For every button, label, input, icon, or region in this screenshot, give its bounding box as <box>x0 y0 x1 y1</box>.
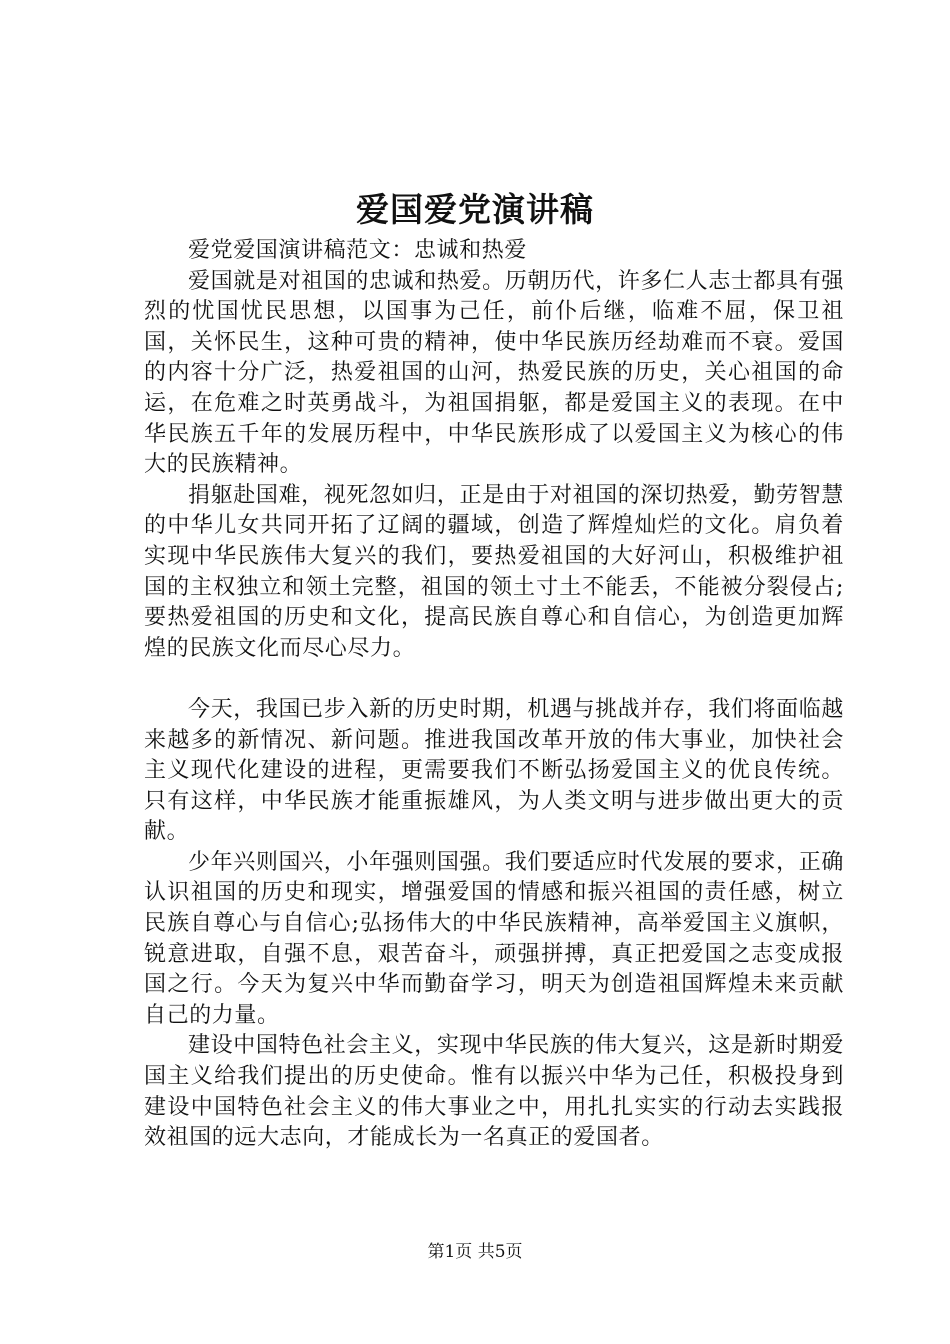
page-footer: 第1页 共5页 <box>427 1242 523 1262</box>
document-body <box>144 236 844 1154</box>
body-paragraph-5: 建设中国特色社会主义，实现中华民族的伟大复兴，这是新时期爱国主义给我们提出的历史使命。惟有以振兴中华为己任，积极投身到建设中国特色社会主义的伟大事业之中，用扎扎实实的行动去实践报效祖国的远大志向，才能成长为一名真正的爱国者。 <box>144 1033 844 1151</box>
subtitle-paragraph: 爱党爱国演讲稿范文：忠诚和热爱 <box>188 238 528 263</box>
body-paragraph-4: 少年兴则国兴，小年强则国强。我们要适应时代发展的要求，正确认识祖国的历史和现实，增强爱国的情感和振兴祖国的责任感，树立民族自尊心与自信心;弘扬伟大的中华民族精神，高举爱国主义旗帜，锐意进取，自强不息，艰苦奋斗，顽强拼搏，真正把爱国之志变成报国之行。今天为复兴中华而勤奋学习，明天为创造祖国辉煌未来贡献自己的力量。 <box>144 849 844 1028</box>
body-paragraph-3: 今天，我国已步入新的历史时期，机遇与挑战并存，我们将面临越来越多的新情况、新问题。推进我国改革开放的伟大事业，加快社会主义现代化建设的进程，更需要我们不断弘扬爱国主义的优良传统。只有这样，中华民族才能重振雄风，为人类文明与进步做出更大的贡献。 <box>144 696 844 845</box>
document-title: 爱国爱党演讲稿 <box>356 190 594 229</box>
body-paragraph-1: 爱国就是对祖国的忠诚和热爱。历朝历代，许多仁人志士都具有强烈的忧国忧民思想，以国事为己任，前仆后继，临难不屈，保卫祖国，关怀民生，这种可贵的精神，使中华民族历经劫难而不衰。爱国的内容十分广泛，热爱祖国的山河，热爱民族的历史，关心祖国的命运，在危难之时英勇战斗，为祖国捐躯，都是爱国主义的表现。在中华民族五千年的发展历程中，中华民族形成了以爱国主义为核心的伟大的民族精神。 <box>144 268 844 478</box>
body-paragraph-2: 捐躯赴国难，视死忽如归，正是由于对祖国的深切热爱，勤劳智慧的中华儿女共同开拓了辽阔的疆域，创造了辉煌灿烂的文化。肩负着实现中华民族伟大复兴的我们，要热爱祖国的大好河山，积极维护祖国的主权独立和领土完整，祖国的领土寸土不能丢，不能被分裂侵占;要热爱祖国的历史和文化，提高民族自尊心和自信心，为创造更加辉煌的民族文化而尽心尽力。 <box>144 482 844 661</box>
